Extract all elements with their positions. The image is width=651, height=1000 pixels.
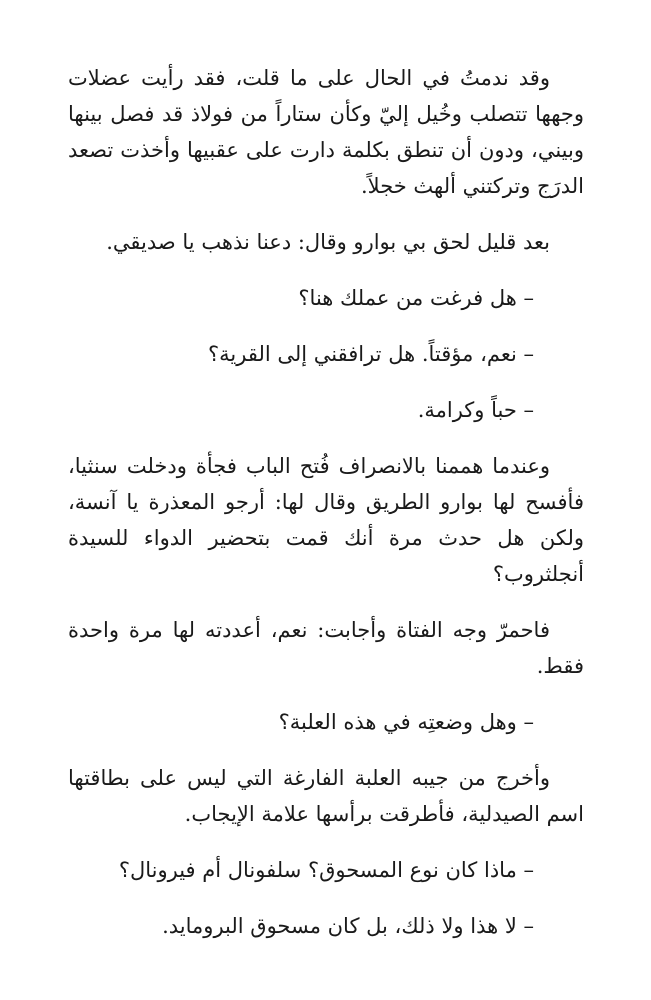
paragraph-poirot-joins: بعد قليل لحق بي بوارو وقال: دعنا نذهب يا صديقي. <box>106 230 550 254</box>
dialog-line-village: – نعم، مؤقتاً. هل ترافقني إلى القرية؟ <box>207 342 534 366</box>
book-page <box>68 60 584 964</box>
dialog-line-finished: – هل فرغت من عملك هنا؟ <box>298 286 534 310</box>
dialog-line-bromide: – لا هذا ولا ذلك، بل كان مسحوق البرومايد. <box>162 914 534 938</box>
paragraph-regret: وقد ندمتُ في الحال على ما قلت، فقد رأيت عضلات وجهها تتصلب وخُيل إليّ وكأن ستاراً من فولاذ قد فصل بينها وبيني، ودون أن تنطق بكلمة دارت على عقبيها وأخذت تصعد الدرَج وتركتني ألهث خجلاً. <box>68 66 584 198</box>
dialog-line-box: – وهل وضعتِه في هذه العلبة؟ <box>278 710 534 734</box>
paragraph-empty-box: وأخرج من جيبه العلبة الفارغة التي ليس على بطاقتها اسم الصيدلية، فأطرقت برأسها علامة الإيجاب. <box>68 766 584 826</box>
paragraph-cynthia-enters: وعندما هممنا بالانصراف فُتح الباب فجأة ودخلت سنثيا، فأفسح لها بوارو الطريق وقال لها: أرجو المعذرة يا آنسة، ولكن هل حدث مرة أنك قمت بتحضير الدواء للسيدة أنجلثروب؟ <box>68 454 584 586</box>
dialog-line-powder-type: – ماذا كان نوع المسحوق؟ سلفونال أم فيرونال؟ <box>118 858 534 882</box>
paragraph-girl-blushes: فاحمرّ وجه الفتاة وأجابت: نعم، أعددته لها مرة واحدة فقط. <box>68 618 584 678</box>
dialog-line-gladly: – حباً وكرامة. <box>417 398 534 422</box>
